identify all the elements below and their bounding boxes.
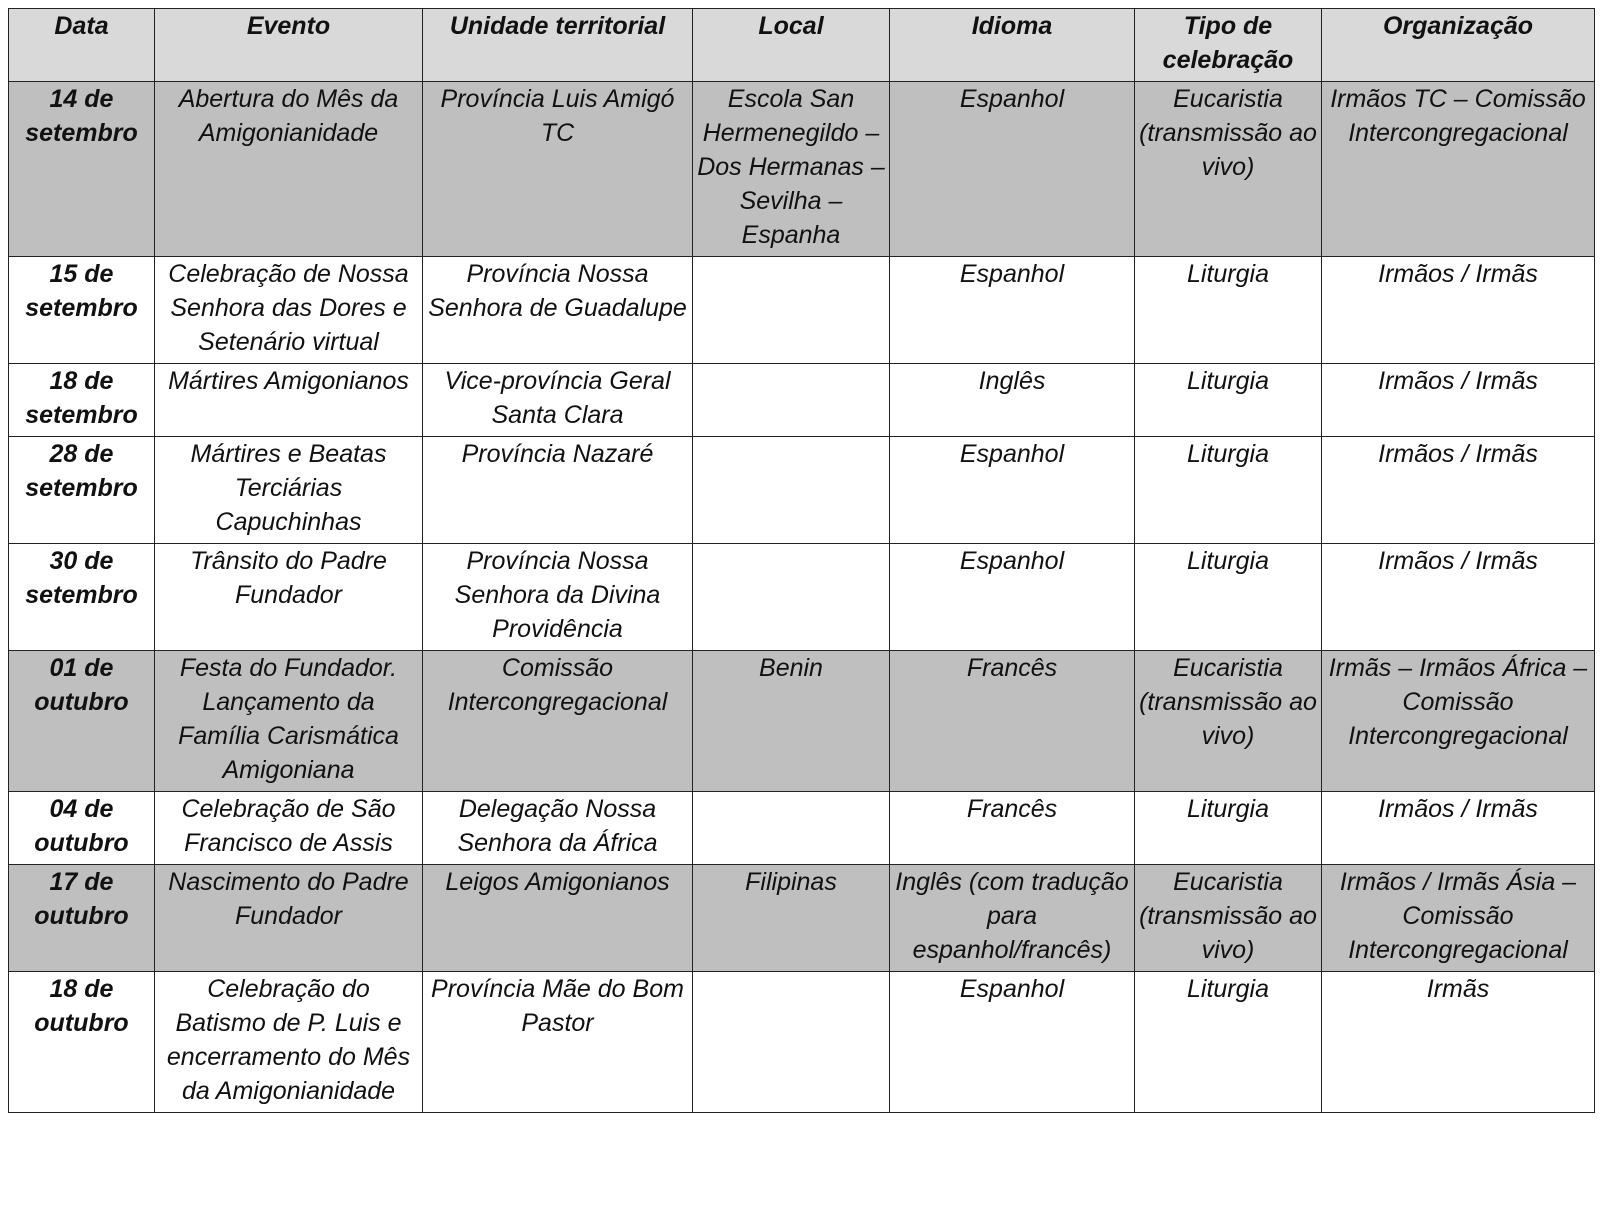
header-location: Local xyxy=(693,9,890,82)
date-cell: 18 de setembro xyxy=(9,364,155,437)
territorial-unit-cell: Província Mãe do Bom Pastor xyxy=(423,972,693,1113)
event-cell: Celebração de São Francisco de Assis xyxy=(155,792,423,865)
table-row xyxy=(9,82,1595,257)
celebration-type-cell: Liturgia xyxy=(1135,544,1322,651)
date-cell: 14 de setembro xyxy=(9,82,155,257)
language-cell: Espanhol xyxy=(890,437,1135,544)
location-cell xyxy=(693,972,890,1113)
event-cell: Trânsito do Padre Fundador xyxy=(155,544,423,651)
date-cell: 01 de outubro xyxy=(9,651,155,792)
territorial-unit-cell: Província Nossa Senhora de Guadalupe xyxy=(423,257,693,364)
table-row xyxy=(9,865,1595,972)
event-cell: Celebração do Batismo de P. Luis e encerramento do Mês da Amigonianidade xyxy=(155,972,423,1113)
location-cell: Filipinas xyxy=(693,865,890,972)
date-cell: 04 de outubro xyxy=(9,792,155,865)
table-row xyxy=(9,437,1595,544)
events-table xyxy=(8,8,1595,1113)
territorial-unit-cell: Província Nossa Senhora da Divina Providência xyxy=(423,544,693,651)
table-row xyxy=(9,544,1595,651)
territorial-unit-cell: Província Luis Amigó TC xyxy=(423,82,693,257)
table-row xyxy=(9,972,1595,1113)
date-cell: 17 de outubro xyxy=(9,865,155,972)
table-row xyxy=(9,651,1595,792)
location-cell xyxy=(693,544,890,651)
header-language: Idioma xyxy=(890,9,1135,82)
celebration-type-cell: Eucaristia (transmissão ao vivo) xyxy=(1135,865,1322,972)
territorial-unit-cell: Leigos Amigonianos xyxy=(423,865,693,972)
organization-cell: Irmãs – Irmãos África – Comissão Intercongregacional xyxy=(1322,651,1595,792)
organization-cell: Irmãos / Irmãs xyxy=(1322,792,1595,865)
date-cell: 18 de outubro xyxy=(9,972,155,1113)
language-cell: Espanhol xyxy=(890,257,1135,364)
date-cell: 15 de setembro xyxy=(9,257,155,364)
language-cell: Francês xyxy=(890,651,1135,792)
event-cell: Abertura do Mês da Amigonianidade xyxy=(155,82,423,257)
location-cell: Escola San Hermenegildo – Dos Hermanas – Sevilha – Espanha xyxy=(693,82,890,257)
location-cell xyxy=(693,437,890,544)
header-event: Evento xyxy=(155,9,423,82)
location-cell xyxy=(693,257,890,364)
table-row xyxy=(9,364,1595,437)
date-cell: 30 de setembro xyxy=(9,544,155,651)
celebration-type-cell: Eucaristia (transmissão ao vivo) xyxy=(1135,82,1322,257)
territorial-unit-cell: Província Nazaré xyxy=(423,437,693,544)
celebration-type-cell: Liturgia xyxy=(1135,364,1322,437)
language-cell: Inglês (com tradução para espanhol/francês) xyxy=(890,865,1135,972)
location-cell xyxy=(693,792,890,865)
event-cell: Nascimento do Padre Fundador xyxy=(155,865,423,972)
organization-cell: Irmãos / Irmãs xyxy=(1322,257,1595,364)
location-cell xyxy=(693,364,890,437)
header-territorial-unit: Unidade territorial xyxy=(423,9,693,82)
location-cell: Benin xyxy=(693,651,890,792)
header-celebration-type: Tipo de celebração xyxy=(1135,9,1322,82)
organization-cell: Irmãos / Irmãs xyxy=(1322,437,1595,544)
organization-cell: Irmãos / Irmãs xyxy=(1322,544,1595,651)
territorial-unit-cell: Vice-província Geral Santa Clara xyxy=(423,364,693,437)
celebration-type-cell: Liturgia xyxy=(1135,437,1322,544)
table-row xyxy=(9,792,1595,865)
territorial-unit-cell: Delegação Nossa Senhora da África xyxy=(423,792,693,865)
language-cell: Inglês xyxy=(890,364,1135,437)
table-row xyxy=(9,257,1595,364)
celebration-type-cell: Liturgia xyxy=(1135,972,1322,1113)
event-cell: Mártires Amigonianos xyxy=(155,364,423,437)
language-cell: Francês xyxy=(890,792,1135,865)
organization-cell: Irmãos / Irmãs xyxy=(1322,364,1595,437)
language-cell: Espanhol xyxy=(890,82,1135,257)
celebration-type-cell: Liturgia xyxy=(1135,792,1322,865)
territorial-unit-cell: Comissão Intercongregacional xyxy=(423,651,693,792)
language-cell: Espanhol xyxy=(890,972,1135,1113)
header-date: Data xyxy=(9,9,155,82)
organization-cell: Irmãs xyxy=(1322,972,1595,1113)
event-cell: Celebração de Nossa Senhora das Dores e Setenário virtual xyxy=(155,257,423,364)
event-cell: Festa do Fundador. Lançamento da Família Carismática Amigoniana xyxy=(155,651,423,792)
language-cell: Espanhol xyxy=(890,544,1135,651)
celebration-type-cell: Liturgia xyxy=(1135,257,1322,364)
celebration-type-cell: Eucaristia (transmissão ao vivo) xyxy=(1135,651,1322,792)
organization-cell: Irmãos / Irmãs Ásia – Comissão Intercongregacional xyxy=(1322,865,1595,972)
header-organization: Organização xyxy=(1322,9,1595,82)
date-cell: 28 de setembro xyxy=(9,437,155,544)
header-row xyxy=(9,9,1595,82)
event-cell: Mártires e Beatas Terciárias Capuchinhas xyxy=(155,437,423,544)
organization-cell: Irmãos TC – Comissão Intercongregacional xyxy=(1322,82,1595,257)
